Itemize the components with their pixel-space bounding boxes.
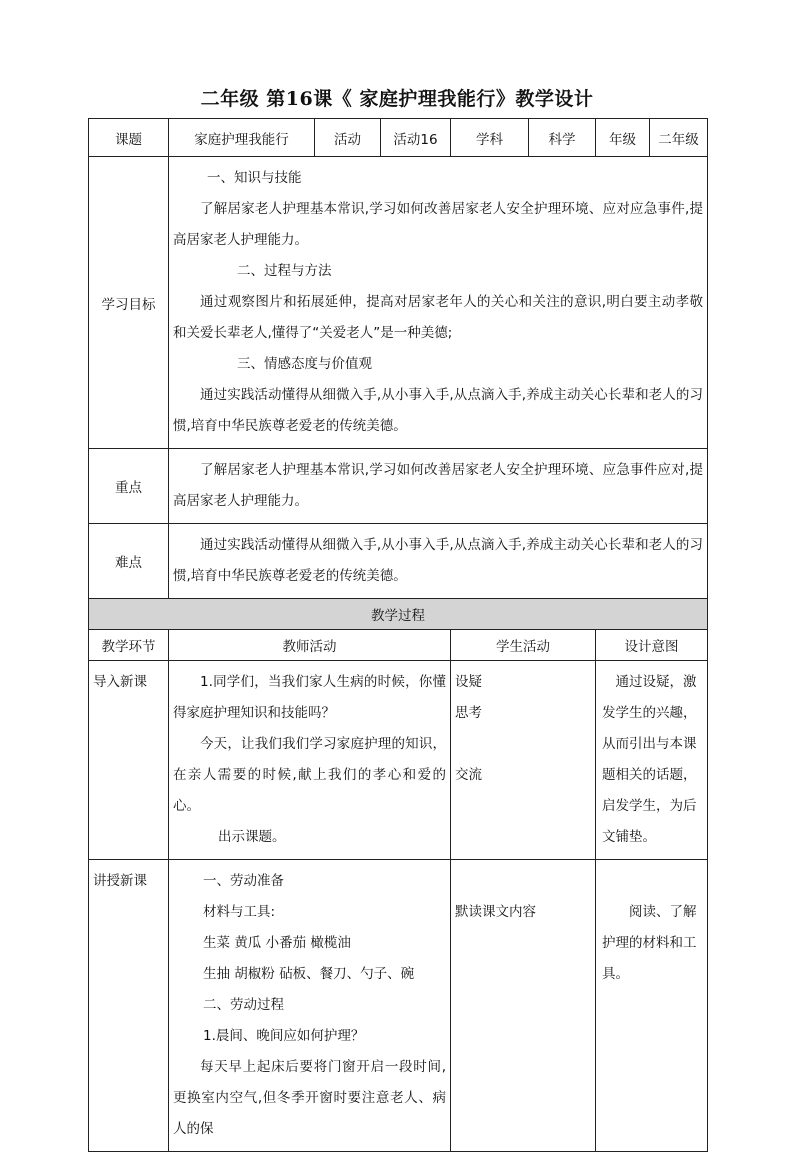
- intro-student-2: 思考: [455, 705, 482, 721]
- intro-student: [451, 661, 596, 860]
- teach-stage: 讲授新课: [89, 860, 169, 1152]
- difficulty-label: 难点: [89, 524, 169, 599]
- label-subject: 学科: [451, 119, 529, 157]
- objectives-paragraph-2: 通过观察图片和拓展延伸，提高对居家老年人的关心和关注的意识,明白要主动孝敬和关爱长辈老人,懂得了“关爱老人”是一种美德;: [173, 294, 703, 341]
- teach-teacher-5: 二、劳动过程: [203, 997, 284, 1013]
- col-teacher: 教师活动: [169, 630, 451, 661]
- intro-row: [89, 661, 708, 860]
- value-topic: 家庭护理我能行: [169, 119, 315, 157]
- teach-intent: 阅读、了解护理的材料和工具。: [596, 860, 708, 1152]
- intro-teacher: [169, 661, 451, 860]
- objectives-row: [89, 157, 708, 449]
- intro-teacher-2: 今天，让我们我们学习家庭护理的知识，在亲人需要的时候,献上我们的孝心和爱的心。: [173, 736, 446, 814]
- lesson-plan-table: [88, 118, 708, 1152]
- objectives-paragraph-1: 了解居家老人护理基本常识,学习如何改善居家老人安全护理环境、应对应急事件,提高居家老人护理能力。: [173, 201, 703, 248]
- intro-intent: 通过设疑，激发学生的兴趣，从而引出与本课题相关的话题，启发学生，为后文铺垫。: [596, 661, 708, 860]
- intro-student-1: 设疑: [455, 674, 482, 690]
- value-grade: 二年级: [650, 119, 708, 157]
- label-activity: 活动: [315, 119, 381, 157]
- intro-teacher-1: 1.同学们，当我们家人生病的时候，你懂得家庭护理知识和技能吗？: [173, 674, 446, 721]
- difficulty-content: [169, 524, 708, 599]
- document-title: 二年级 第16课《 家庭护理我能行》教学设计: [200, 88, 594, 110]
- process-title: 教学过程: [89, 599, 708, 630]
- teach-teacher-1: 一、劳动准备: [203, 873, 284, 889]
- key-point-label: 重点: [89, 449, 169, 524]
- teach-row: [89, 860, 708, 1152]
- col-intent: 设计意图: [596, 630, 708, 661]
- objectives-label: 学习目标: [89, 157, 169, 449]
- process-header-row: [89, 630, 708, 661]
- teach-teacher: [169, 860, 451, 1152]
- teach-teacher-7: 每天早上起床后要将门窗开启一段时间,更换室内空气,但冬季开窗时要注意老人、病人的保: [173, 1059, 446, 1137]
- objectives-content: [169, 157, 708, 449]
- difficulty-text: 通过实践活动懂得从细微入手,从小事入手,从点滴入手,养成主动关心长辈和老人的习惯,培育中华民族尊老爱老的传统美德。: [173, 537, 703, 584]
- col-student: 学生活动: [451, 630, 596, 661]
- difficulty-row: [89, 524, 708, 599]
- intro-student-3: 交流: [455, 767, 482, 783]
- teach-student-1: 默读课文内容: [455, 904, 536, 920]
- value-subject: 科学: [529, 119, 596, 157]
- header-row: [89, 119, 708, 157]
- objectives-paragraph-3: 通过实践活动懂得从细微入手,从小事入手,从点滴入手,养成主动关心长辈和老人的习惯,培育中华民族尊老爱老的传统美德。: [173, 387, 703, 434]
- key-point-content: [169, 449, 708, 524]
- teach-teacher-3: 生菜 黄瓜 小番茄 橄榄油: [203, 935, 351, 951]
- process-title-row: [89, 599, 708, 630]
- teach-teacher-6: 1.晨间、晚间应如何护理？: [203, 1028, 365, 1044]
- objectives-heading-3: 三、情感态度与价值观: [237, 356, 372, 372]
- label-grade: 年级: [596, 119, 650, 157]
- intro-teacher-3: 出示课题。: [218, 829, 286, 845]
- label-topic: 课题: [89, 119, 169, 157]
- value-activity: 活动16: [381, 119, 451, 157]
- objectives-heading-2: 二、过程与方法: [237, 263, 332, 279]
- teach-student: [451, 860, 596, 1152]
- col-stage: 教学环节: [89, 630, 169, 661]
- intro-stage: 导入新课: [89, 661, 169, 860]
- teach-teacher-2: 材料与工具:: [203, 904, 276, 920]
- key-point-row: [89, 449, 708, 524]
- key-point-text: 了解居家老人护理基本常识,学习如何改善居家老人安全护理环境、应急事件应对,提高居家老人护理能力。: [173, 462, 703, 509]
- teach-teacher-4: 生抽 胡椒粉 砧板、餐刀、勺子、碗: [203, 966, 415, 982]
- objectives-heading-1: 一、知识与技能: [207, 170, 302, 186]
